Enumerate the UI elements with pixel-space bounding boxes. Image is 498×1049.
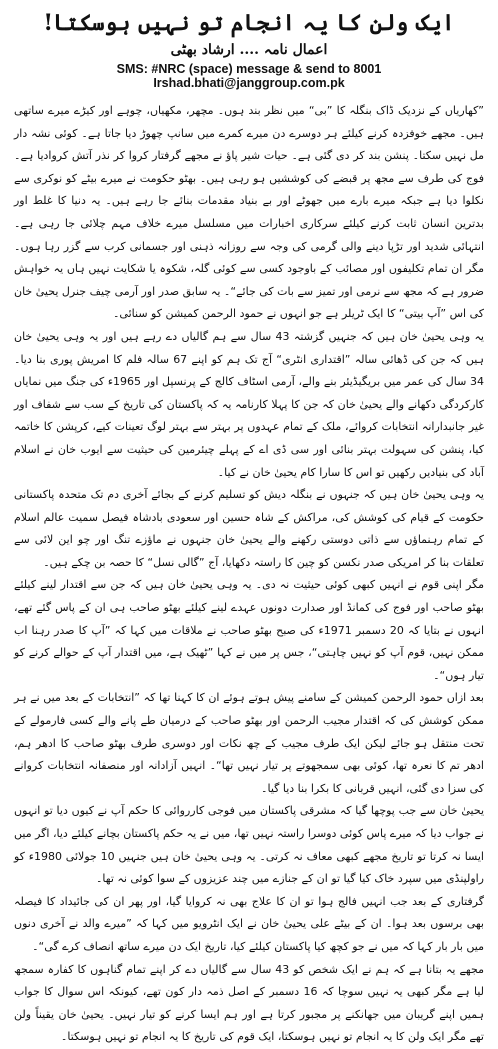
article-title: ایک ولن کا یہ انجام تو نہیں ہوسکتا!: [43, 10, 455, 36]
column-label: اعمال نامہ: [263, 42, 328, 58]
paragraph: یہ وہی یحییٰ خان ہیں کہ جنہوں نے بنگلہ دیش کو تسلیم کرنے کے بجائے آخری دم تک متحدہ پاکستانی حکومت کے قیام کی کوشش کی، مراکش کے شاہ حسین اور سعودی بادشاہ فیصل سمیت عالم اسلام کے تمام رہنماؤں سے ذاتی دوستی رکھنے والے یحییٰ خان جنہوں نے ماؤزے تنگ اور چو این لائی سے تعلقات بنا کر امریکی صدر نکسن کو چین کا راستہ دکھایا، آج ”گالی نسل“ کا حصہ بن چکے ہیں۔: [14, 488, 484, 569]
byline-separator: ....: [239, 42, 259, 58]
author-email: Irshad.bhati@janggroup.com.pk: [153, 76, 345, 90]
paragraph: ”کھاریاں کے نزدیک ڈاک بنگلہ کا ”بی“ میں نظر بند ہوں۔ مچھر، مکھیاں، چوہے اور کیڑے میرے ساتھی ہیں۔ مجھے خوفزدہ کرنے کیلئے ہر دوسرے دن میرے کمرے میں سانپ چھوڑ دیا جاتا ہے۔ کوئی نشہ دار مل نہیں سکتا۔ پنشن بند کر دی گئی ہے۔ حیات شیر پاؤ نے مجھے گرفتار کروا کر نذر آتش کروادیا ہے۔ فوج کی طرف سے مجھ پر قبضے کی کوششیں ہو رہی ہیں۔ بھٹو حکومت نے میرے بیٹے کو نوکری سے نکلوا دیا ہے جبکہ میرے بارے میں جھوٹے اور بے بنیاد مقدمات بنائے جا رہے ہیں۔ یہ دنیا کا غلط اور بدترین انسان ثابت کرنے کیلئے سرکاری اخبارات میں مسلسل میرے خلاف مہم چلائی جا رہی ہے۔ انتہائی شدید اور تڑپا دینے والی گرمی کی وجہ سے روزانہ ذہنی اور جسمانی کرب سے گزر رہا ہوں۔ مگر ان تمام تکلیفوں اور مصائب کے باوجود کسی سے کوئی گلہ، شکوہ یا شکایت نہیں ہاں یہ خواہش ضرور ہے کہ مجھ سے نرمی اور تمیز سے بات کی جائے“۔ یہ سابق صدر اور آرمی چیف جنرل یحییٰ خان کی اس ”آپ بیتی“ کا ایک ٹریلر ہے جو انہوں نے حمود الرحمن کمیشن کو سنائی۔: [14, 104, 484, 321]
article-body: [14, 100, 484, 1049]
paragraph: گرفتاری کے بعد جب انہیں فالج ہوا تو ان کا علاج بھی نہ کروایا گیا، اور پھر ان کی جائیداد کا فیصلہ بھی برسوں بعد ہوا۔ ان کے بیٹے علی یحییٰ خان نے ایک انٹرویو میں کہا کہ ”میرے والد نے آخری دنوں میں بار بار کہا کہ میں نے جو کچھ کیا پاکستان کیلئے کیا، تاریخ ایک دن میرے ساتھ انصاف کرے گی“۔: [14, 894, 484, 953]
paragraph: مجھے یہ بتانا ہے کہ ہم نے ایک شخص کو 43 سال سے گالیاں دے کر اپنے تمام گناہوں کا کفارہ سمجھ لیا ہے مگر کبھی یہ نہیں سوچا کہ 16 دسمبر کے اصل ذمہ دار کون تھے، کیونکہ اس سوال کا جواب ہمیں اپنے گریبان میں جھانکنے پر مجبور کرتا ہے اور ہم ایسا کرنے کو تیار نہیں۔ یحییٰ خان یقیناً ولن تھے مگر ایک ولن کا یہ انجام تو نہیں ہوسکتا، ایک قوم کی تاریخ کا یہ انجام تو نہیں ہوسکتا۔: [14, 962, 485, 1044]
sms-instruction: SMS: #NRC (space) message & send to 8001: [116, 62, 382, 76]
paragraph: مگر اپنی قوم نے انہیں کبھی کوئی حیثیت نہ دی۔ یہ وہی یحییٰ خان ہیں کہ جن سے اقتدار لینے کیلئے بھٹو صاحب اور فوج کی کمانڈ اور صدارت دونوں عہدے لینے کیلئے بھٹو صاحب ہی ان کے پاس گئے تھے، انہوں نے بتایا کہ 20 دسمبر 1971ء کی صبح بھٹو صاحب نے ملاقات میں کہا کہ ”آپ کا صدر رہنا اب ممکن نہیں، قوم آپ کو نہیں چاہتی“، جس پر میں نے کہا ”ٹھیک ہے، میں اقتدار آپ کے حوالے کرنے کو تیار ہوں“۔: [14, 578, 485, 682]
byline: [14, 42, 484, 58]
paragraph: یحییٰ خان سے جب پوچھا گیا کہ مشرقی پاکستان میں فوجی کارروائی کا حکم آپ نے کیوں دیا تو انہوں نے جواب دیا کہ میرے پاس کوئی دوسرا راستہ نہیں تھا، میں نے یہ حکم پاکستان بچانے کیلئے دیا، اگر میں ایسا نہ کرتا تو تاریخ مجھے کبھی معاف نہ کرتی۔ یہ وہی یحییٰ خان ہیں جنہیں 10 جولائی 1980ء کو راولپنڈی میں سپرد خاک کیا گیا تو ان کے جنازے میں چند عزیزوں کے سوا کوئی نہ تھا۔: [14, 804, 484, 886]
author-name: ارشاد بھٹی: [170, 42, 235, 58]
paragraph: بعد ازاں حمود الرحمن کمیشن کے سامنے پیش ہوتے ہوئے ان کا کہنا تھا کہ ”انتخابات کے بعد میں نے ہر ممکن کوشش کی کہ اقتدار مجیب الرحمن اور بھٹو صاحب کے درمیان طے پانے والے کسی فارمولے کے تحت منتقل ہو جائے لیکن ایک طرف مجیب کے چھ نکات اور دوسری طرف بھٹو صاحب کا ادھر ہم، ادھر تم کا نعرہ تھا، کوئی بھی سمجھوتے پر تیار نہیں تھا“۔ انہیں آزادانہ اور منصفانہ انتخابات کروانے کی سزا دی گئی، انہیں قربانی کا بکرا بنا دیا گیا۔: [14, 691, 484, 795]
paragraph: یہ وہی یحییٰ خان ہیں کہ جنہیں گزشتہ 43 سال سے ہم گالیاں دے رہے ہیں اور یہ وہی یحییٰ خان ہیں کہ جن کی ڈھائی سالہ ”اقتداری انٹری“ آج تک ہم کو اپنے 67 سالہ فلم کا امریش پوری بنا دیا۔ 34 سال کی عمر میں بریگیڈیئر بنے والے، آرمی اسٹاف کالج کے پرنسپل اور 1965ء کی جنگ میں نمایاں کارکردگی دکھانے والے یحییٰ خان کہ جن کا پہلا کارنامہ یہ کہ پاکستان کی تاریخ کے سب سے شفاف اور غیر جانبدارانہ انتخابات کروائے، ملک کے تمام عہدوں پر بہتر سے بہتر لوگ تعینات کیے، کرپشن کا خاتمہ کیا، پنشن کی سہولت بہتر بنائی اور سی ڈی اے کے پہلے چیئرمین کی حیثیت سے ایوب خان نے اسلام آباد کی بنیادیں رکھیں تو اس کا سارا کام یحییٰ خان نے کیا۔: [14, 329, 484, 479]
